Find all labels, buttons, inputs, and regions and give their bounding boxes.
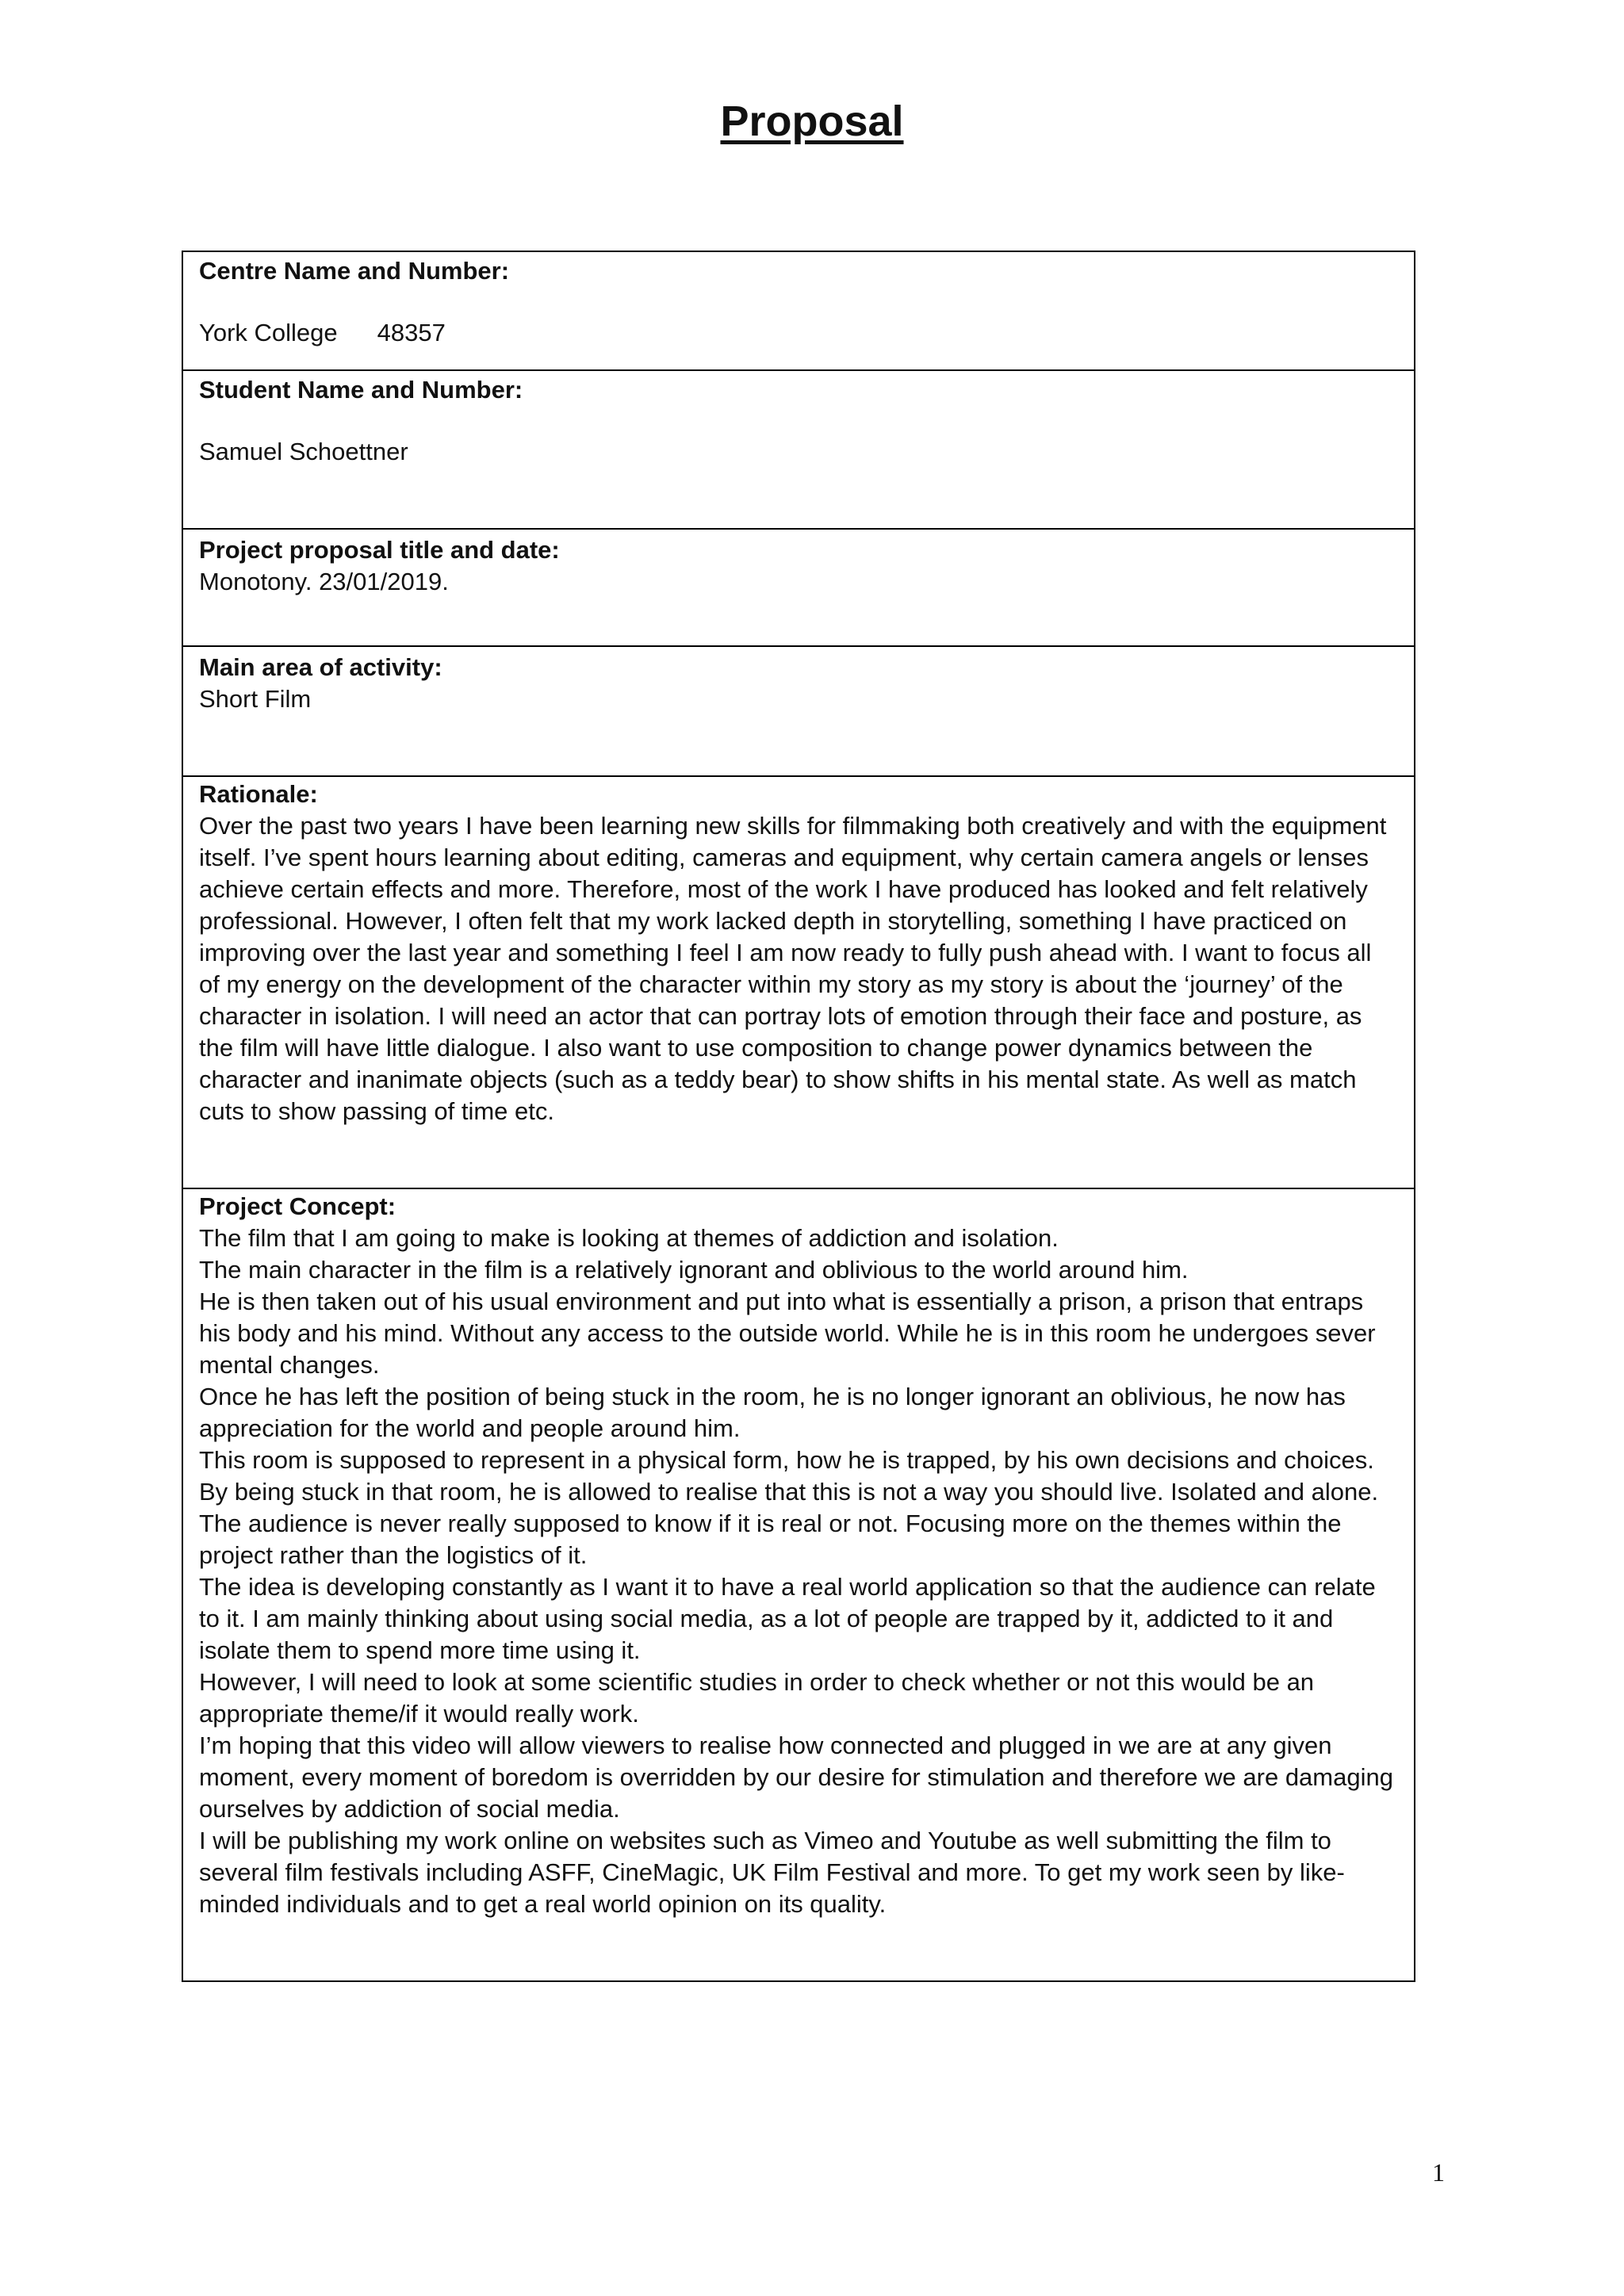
concept-paragraph: However, I will need to look at some scientific studies in order to check whether or not this would be an appropriate theme/if it would really work. (199, 1668, 1315, 1728)
centre-number: 48357 (377, 319, 446, 346)
page-title: Proposal (720, 98, 904, 145)
student-section (183, 369, 1414, 528)
centre-name: York College (199, 319, 338, 346)
concept-paragraph: I will be publishing my work online on websites such as Vimeo and Youtube as well submitting the film to several film festivals including ASFF, CineMagic, UK Film Festival and more. To get my work seen by like-minded individuals and to get a real world opinion on its quality. (199, 1827, 1345, 1918)
centre-value (199, 317, 1398, 349)
concept-paragraph: He is then taken out of his usual environment and put into what is essentially a prison, a prison that entraps his body and his mind. Without any access to the outside world. While he is in this room he undergoes sever mental changes. (199, 1288, 1376, 1379)
page-number: 1 (1432, 2158, 1445, 2187)
concept-paragraph: This room is supposed to represent in a physical form, how he is trapped, by his own decisions and choices. By being stuck in that room, he is allowed to realise that this is not a way you should live. Isolated and alone. (199, 1446, 1379, 1506)
activity-section (183, 645, 1414, 775)
rationale-label: Rationale: (199, 780, 318, 808)
project-title-section (183, 528, 1414, 645)
proposal-form (182, 251, 1415, 1982)
project-title-value: Monotony. 23/01/2019. (199, 568, 449, 595)
concept-paragraph: The idea is developing constantly as I want it to have a real world application so that the audience can relate to it. I am mainly thinking about using social media, as a lot of people are trapped by it, addicted to it and isolate them to spend more time using it. (199, 1573, 1376, 1664)
concept-paragraph: The film that I am going to make is looking at themes of addiction and isolation. (199, 1224, 1059, 1252)
activity-value: Short Film (199, 685, 312, 713)
concept-paragraph: The audience is never really supposed to know if it is real or not. Focusing more on the themes within the project rather than the logistics of it. (199, 1510, 1342, 1569)
rationale-section (183, 775, 1414, 1188)
concept-paragraph: I’m hoping that this video will allow viewers to realise how connected and plugged in we are at any given moment, every moment of boredom is overridden by our desire for stimulation and therefore we are damaging ourselves by addiction of social media. (199, 1732, 1393, 1823)
concept-paragraph: Once he has left the position of being stuck in the room, he is no longer ignorant an oblivious, he now has appreciation for the world and people around him. (199, 1383, 1346, 1442)
concept-label: Project Concept: (199, 1192, 396, 1220)
concept-section (183, 1188, 1414, 1980)
concept-paragraph: The main character in the film is a relatively ignorant and oblivious to the world around him. (199, 1256, 1189, 1284)
activity-label: Main area of activity: (199, 653, 442, 681)
project-title-label: Project proposal title and date: (199, 536, 560, 564)
student-name: Samuel Schoettner (199, 438, 408, 465)
rationale-text: Over the past two years I have been learning new skills for filmmaking both creatively and with the equipment itself. I’ve spent hours learning about editing, cameras and equipment, why certain camera angels or lenses achieve certain effects and more. Therefore, most of the work I have produced has looked and felt relatively professional. However, I often felt that my work lacked depth in storytelling, something I have practiced on improving over the last year and something I feel I am now ready to fully push ahead with. I want to focus all of my energy on the development of the character within my story as my story is about the ‘journey’ of the character in isolation. I will need an actor that can portray lots of emotion through their face and posture, as the film will have little dialogue. I also want to use composition to change power dynamics between the character and inanimate objects (such as a teddy bear) to show shifts in his mental state. As well as match cuts to show passing of time etc. (199, 812, 1387, 1125)
centre-section (183, 252, 1414, 369)
student-label: Student Name and Number: (199, 376, 523, 404)
centre-label: Centre Name and Number: (199, 257, 510, 285)
